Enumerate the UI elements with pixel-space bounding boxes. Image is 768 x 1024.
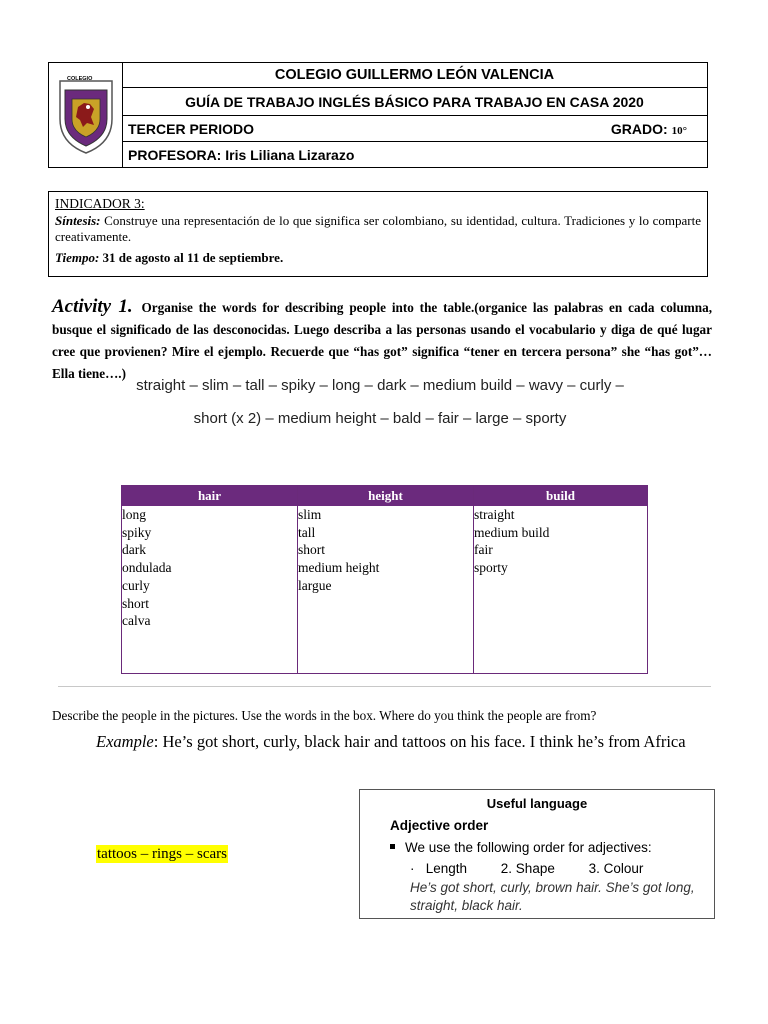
useful-language-box: [359, 789, 715, 919]
list-item: short: [122, 595, 149, 611]
period-row: [122, 116, 707, 142]
vocab-table: [121, 485, 648, 674]
indicator-title: INDICADOR 3:: [55, 196, 145, 211]
grade-value: 10°: [671, 124, 687, 137]
column-hair: [122, 486, 297, 673]
time-row: Tiempo: 31 de agosto al 11 de septiembre.: [55, 250, 284, 265]
column-header: height: [298, 486, 473, 506]
list-item: calva: [122, 613, 151, 629]
bullet-item: We use the following order for adjectives:: [390, 840, 652, 855]
teacher-name: PROFESORA: Iris Liliana Lizarazo: [128, 146, 355, 163]
list-item: short: [298, 542, 325, 558]
list-item: medium height: [298, 560, 380, 576]
activity-title: Activity 1.: [52, 296, 133, 317]
list-item: medium build: [474, 524, 550, 540]
list-item: spiky: [122, 524, 152, 540]
list-item: fair: [474, 542, 493, 558]
period-label: TERCER PERIODO: [128, 120, 255, 137]
column-items: [474, 506, 647, 577]
list-item: straight: [474, 507, 515, 522]
column-header: build: [474, 486, 647, 506]
activity-instructions: [52, 296, 712, 385]
column-header: hair: [122, 486, 297, 506]
divider: [58, 686, 711, 687]
list-item: curly: [122, 577, 150, 593]
synthesis: Síntesis: Construye una representación de lo que significa ser colombiano, su identidad, cultura. Tradiciones y lo comparte creativamente.: [55, 213, 701, 244]
list-item: ondulada: [122, 560, 172, 576]
activity-text: Organise the words for describing people into the table.(organice las palabras en cada columna, busque el significado de las desconocidas. Luego describa a las personas usando el vocabulario y diga de qué lugar cree que provienen? Mire el ejemplo. Recuerde que “has got” significa “tener en tercera persona” she “has got”… Ella tiene….): [52, 300, 712, 381]
column-items: [298, 506, 473, 595]
word-list-line-2: short (x 2) – medium height – bald – fair – large – sporty: [193, 410, 567, 427]
school-name: COLEGIO GUILLERMO LEÓN VALENCIA: [122, 63, 707, 88]
list-item: dark: [122, 542, 146, 558]
describe-instruction: Describe the people in the pictures. Use the words in the box. Where do you think the people are from?: [52, 708, 597, 723]
list-item: sporty: [474, 560, 508, 576]
bullet-icon: [390, 844, 395, 849]
adjective-order-title: Adjective order: [390, 818, 489, 833]
column-items: [122, 506, 297, 630]
school-crest-icon: [54, 73, 118, 157]
example-label: Example: [96, 732, 154, 751]
column-build: [473, 486, 647, 673]
header-table: [48, 62, 708, 168]
word-list-line-1: straight – slim – tall – spiky – long – dark – medium build – wavy – curly –: [136, 377, 624, 394]
highlighted-words: tattoos – rings – scars: [97, 846, 227, 862]
grade-label: GRADO: 10°: [610, 120, 687, 137]
list-item: tall: [298, 524, 316, 540]
adjective-order-list: · Length 2. Shape 3. Colour: [410, 861, 644, 876]
list-item: long: [122, 507, 147, 522]
guide-title: GUÍA DE TRABAJO INGLÉS BÁSICO PARA TRABAJO EN CASA 2020: [122, 88, 707, 116]
example-text: Example: He’s got short, curly, black hair and tattoos on his face. I think he’s from Africa: [96, 732, 686, 751]
adjective-order-example: He’s got short, curly, brown hair. She’s got long, straight, black hair.: [410, 880, 695, 913]
list-item: largue: [298, 577, 332, 593]
useful-language-title: Useful language: [486, 796, 588, 811]
school-logo: [49, 63, 123, 167]
logo-text: COLEGIO: [67, 76, 93, 82]
list-item: slim: [298, 507, 322, 522]
indicator-box: [48, 191, 708, 277]
teacher-row: [122, 142, 707, 167]
column-height: [297, 486, 473, 673]
